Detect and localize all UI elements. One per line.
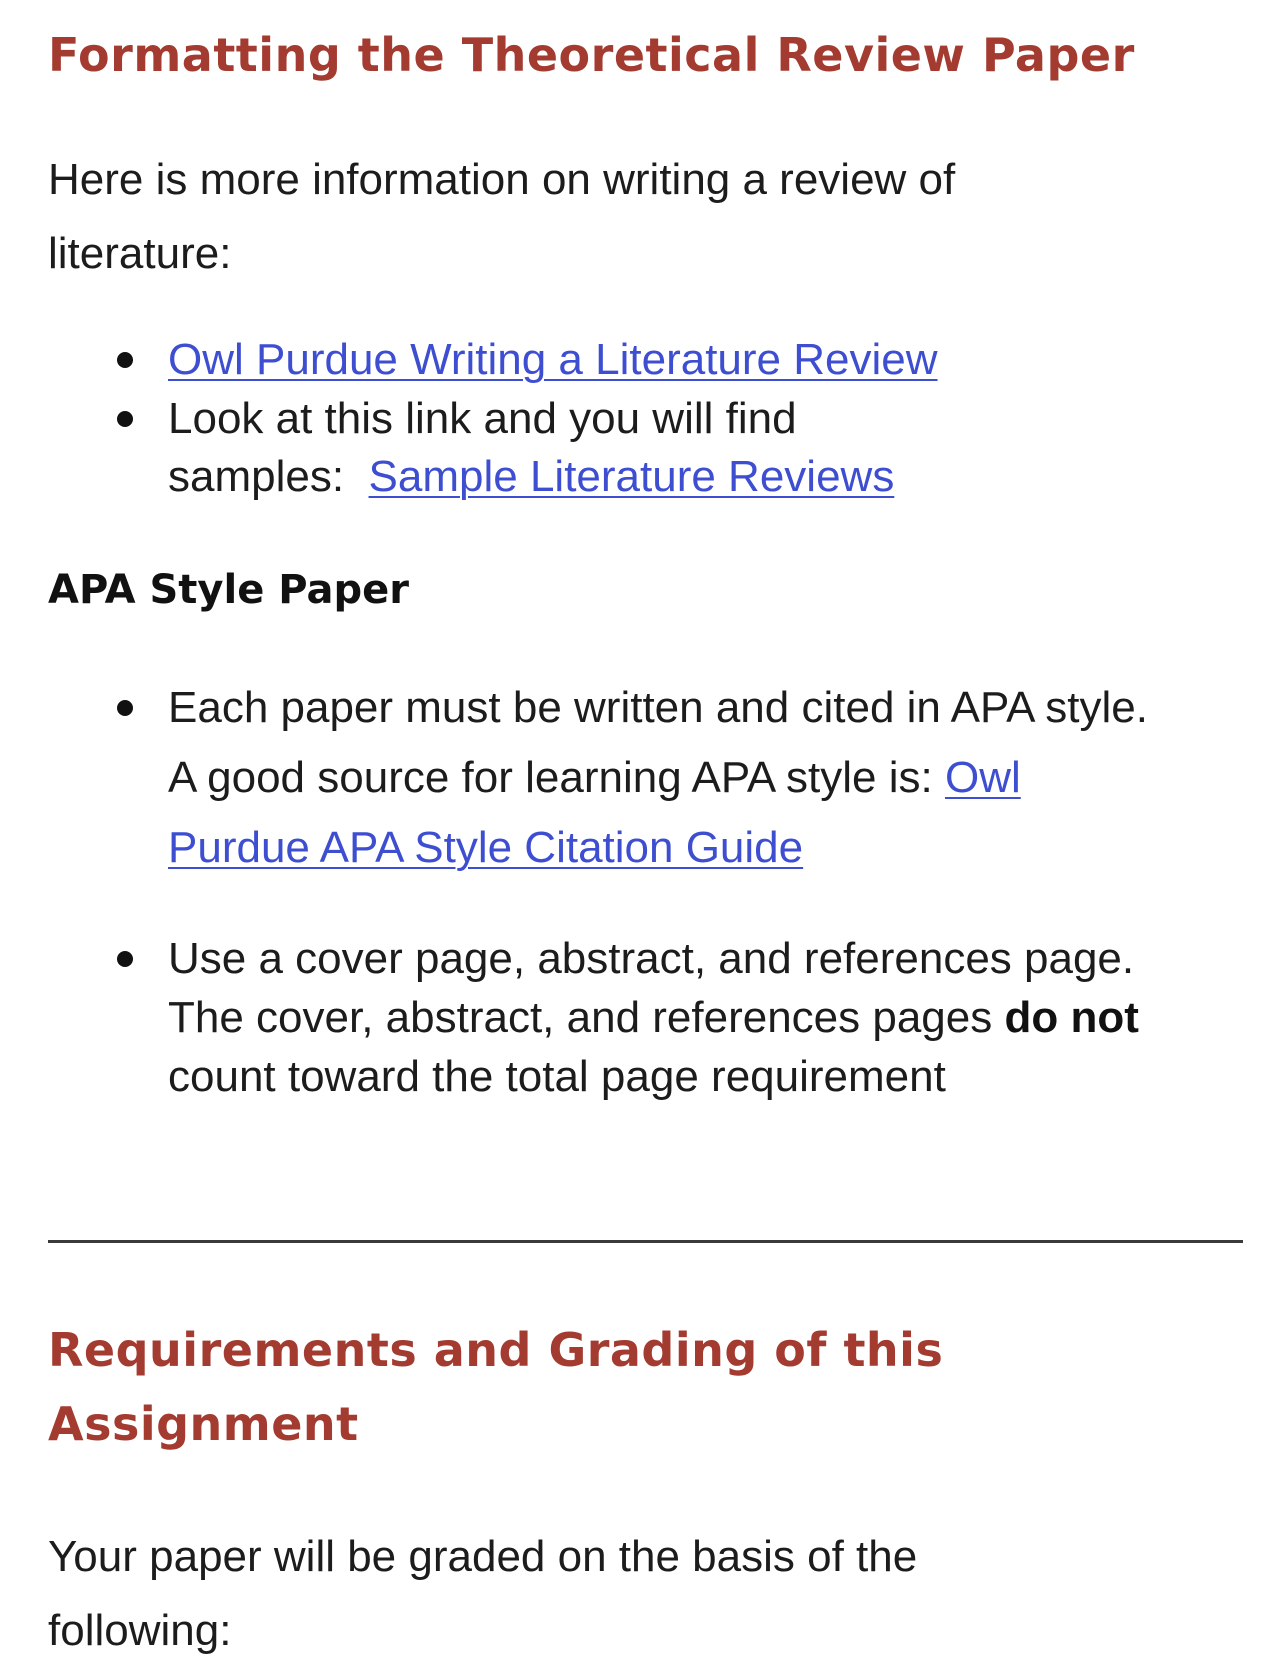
list-item-text: count toward the total page requirement: [168, 1052, 946, 1101]
owl-purdue-lit-review-link[interactable]: Owl Purdue Writing a Literature Review: [168, 335, 938, 384]
bullet-icon: [117, 411, 133, 427]
section-heading-requirements: Requirements and Grading of this Assignment: [48, 1323, 944, 1451]
apa-style-heading: APA Style Paper: [48, 567, 409, 613]
bullet-icon: [117, 700, 133, 716]
list-item-text: Look at this link and you will find samples:: [168, 394, 797, 501]
emphasis-text: do not: [1004, 993, 1139, 1042]
list-item-text: Each paper must be written and cited in APA style. A good source for learning APA style is:: [168, 683, 1148, 802]
list-item: [48, 929, 1178, 1106]
list-item-text: Use a cover page, abstract, and references page. The cover, abstract, and references pages: [168, 934, 1135, 1042]
list-item: [48, 390, 968, 506]
section-divider: [48, 1240, 1243, 1243]
intro-paragraph: Here is more information on writing a review of literature:: [48, 155, 956, 278]
resource-list: [48, 330, 1248, 506]
bullet-icon: [117, 352, 133, 368]
section-heading-formatting: Formatting the Theoretical Review Paper: [48, 28, 1135, 82]
list-item: [48, 673, 1158, 883]
sample-lit-reviews-link[interactable]: Sample Literature Reviews: [368, 452, 895, 501]
grading-intro-paragraph: Your paper will be graded on the basis of the following:: [48, 1532, 918, 1655]
list-item: [48, 330, 1248, 390]
bullet-icon: [117, 951, 133, 967]
apa-requirements-list: [48, 673, 1248, 1106]
owl-purdue-apa-guide-link[interactable]: Owl Purdue APA Style Citation Guide: [168, 753, 1021, 872]
